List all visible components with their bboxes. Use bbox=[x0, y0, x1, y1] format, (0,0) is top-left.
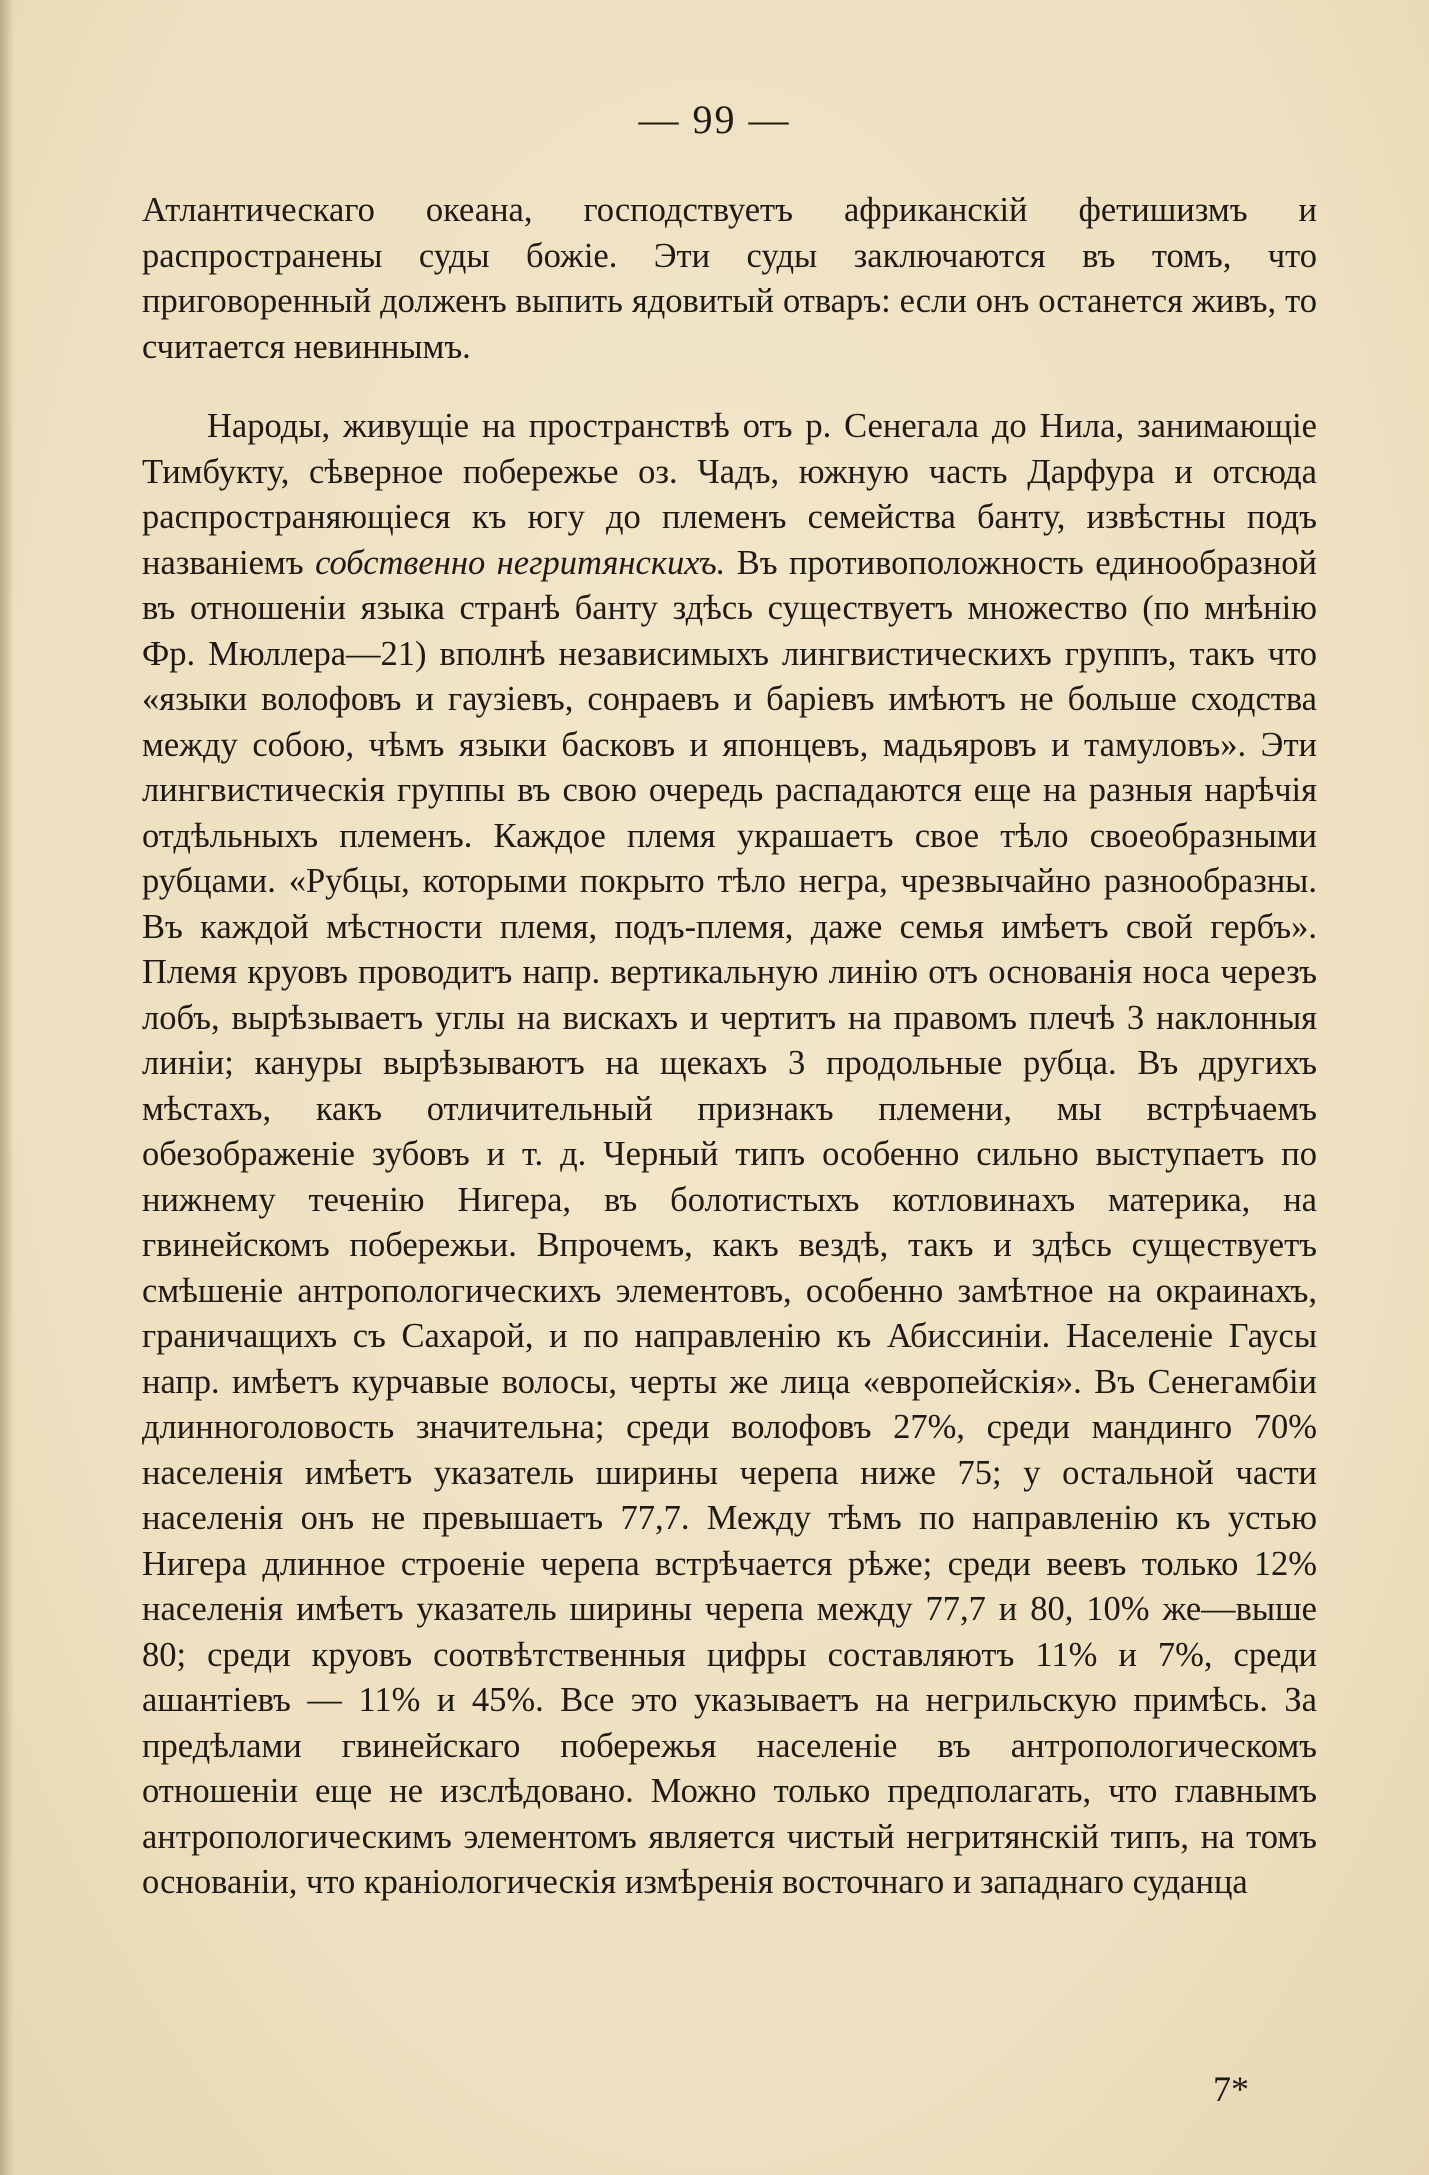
paragraph-2 bbox=[142, 404, 1317, 1906]
body-text bbox=[142, 188, 1317, 1906]
page-number: — 99 — bbox=[638, 97, 791, 142]
paragraph-2-rest: Въ противоположность единообразной въ отношеніи языка странѣ банту здѣсь существуетъ множество (по мнѣнію Фр. Мюллера—21) вполнѣ независимыхъ лингвистическихъ группъ, такъ что «языки волофовъ и гаузіевъ, сонраевъ и баріевъ имѣютъ не больше сходства между собою, чѣмъ языки басковъ и японцевъ, мадьяровъ и тамуловъ». Эти лингвистическія группы въ свою очередь распадаются еще на разныя нарѣчія отдѣльныхъ племенъ. Каждое племя украшаетъ свое тѣло своеобразными рубцами. «Рубцы, которыми покрыто тѣло негра, чрезвычайно разнообразны. Въ каждой мѣстности племя, подъ-племя, даже семья имѣетъ свой гербъ». Племя круовъ проводитъ напр. вертикальную линію отъ основанія носа черезъ лобъ, вырѣзываетъ углы на вискахъ и чертитъ на правомъ плечѣ 3 наклонныя линіи; кануры вырѣзываютъ на щекахъ 3 продольные рубца. Въ другихъ мѣстахъ, какъ отличительный признакъ племени, мы встрѣчаемъ обезображеніе зубовъ и т. д. Черный типъ особенно сильно выступаетъ по нижнему теченію Нигера, въ болотистыхъ котловинахъ материка, на гвинейскомъ побережьи. Впрочемъ, какъ вездѣ, такъ и здѣсь существуетъ смѣшеніе антропологическихъ элементовъ, особенно замѣтное на окраинахъ, граничащихъ съ Сахарой, и по направленію къ Абиссиніи. Населеніе Гаусы напр. имѣетъ курчавые волосы, черты же лица «европейскія». Въ Сенегамбіи длинноголовость значительна; среди волофовъ 27%, среди мандинго 70% населенія имѣетъ указатель ширины черепа ниже 75; у остальной части населенія онъ не превышаетъ 77,7. Между тѣмъ по направленію къ устью Нигера длинное строеніе черепа встрѣчается рѣже; среди веевъ только 12% населенія имѣетъ указатель ширины черепа между 77,7 и 80, 10% же—выше 80; среди круовъ соотвѣтственныя цифры составляютъ 11% и 7%, среди ашантіевъ — 11% и 45%. Все это указываетъ на негрильскую примѣсь. За предѣлами гвинейскаго побережья населеніе въ антропологическомъ отношеніи еще не изслѣдовано. Можно только предполагать, что главнымъ антропологическимъ элементомъ является чистый негритянскій типъ, на томъ основаніи, что краніологическія измѣренія восточнаго и западнаго суданца bbox=[142, 543, 1317, 1901]
paragraph-1: Атлантическаго океана, господствуетъ африканскій фетишизмъ и распространены суды божіе. Эти суды заключаются въ томъ, что приговоренный долженъ выпить ядовитый отваръ: если онъ останется живъ, то считается невиннымъ. bbox=[142, 191, 1317, 366]
printer-signature-mark: 7* bbox=[1213, 2069, 1249, 2109]
page-spine-shadow bbox=[0, 0, 14, 2175]
paragraph-2-italic-term: собственно негритянскихъ. bbox=[315, 543, 726, 582]
paragraph-2-start: Народы, живущіе на пространствѣ отъ р. Сенегала до Нила, занимающіе Тимбукту, сѣверное побережье оз. Чадъ, южную часть Дарфура и отсюда распространяющіеся къ югу до племенъ семейства банту, извѣстны подъ названіемъ bbox=[142, 407, 1317, 582]
